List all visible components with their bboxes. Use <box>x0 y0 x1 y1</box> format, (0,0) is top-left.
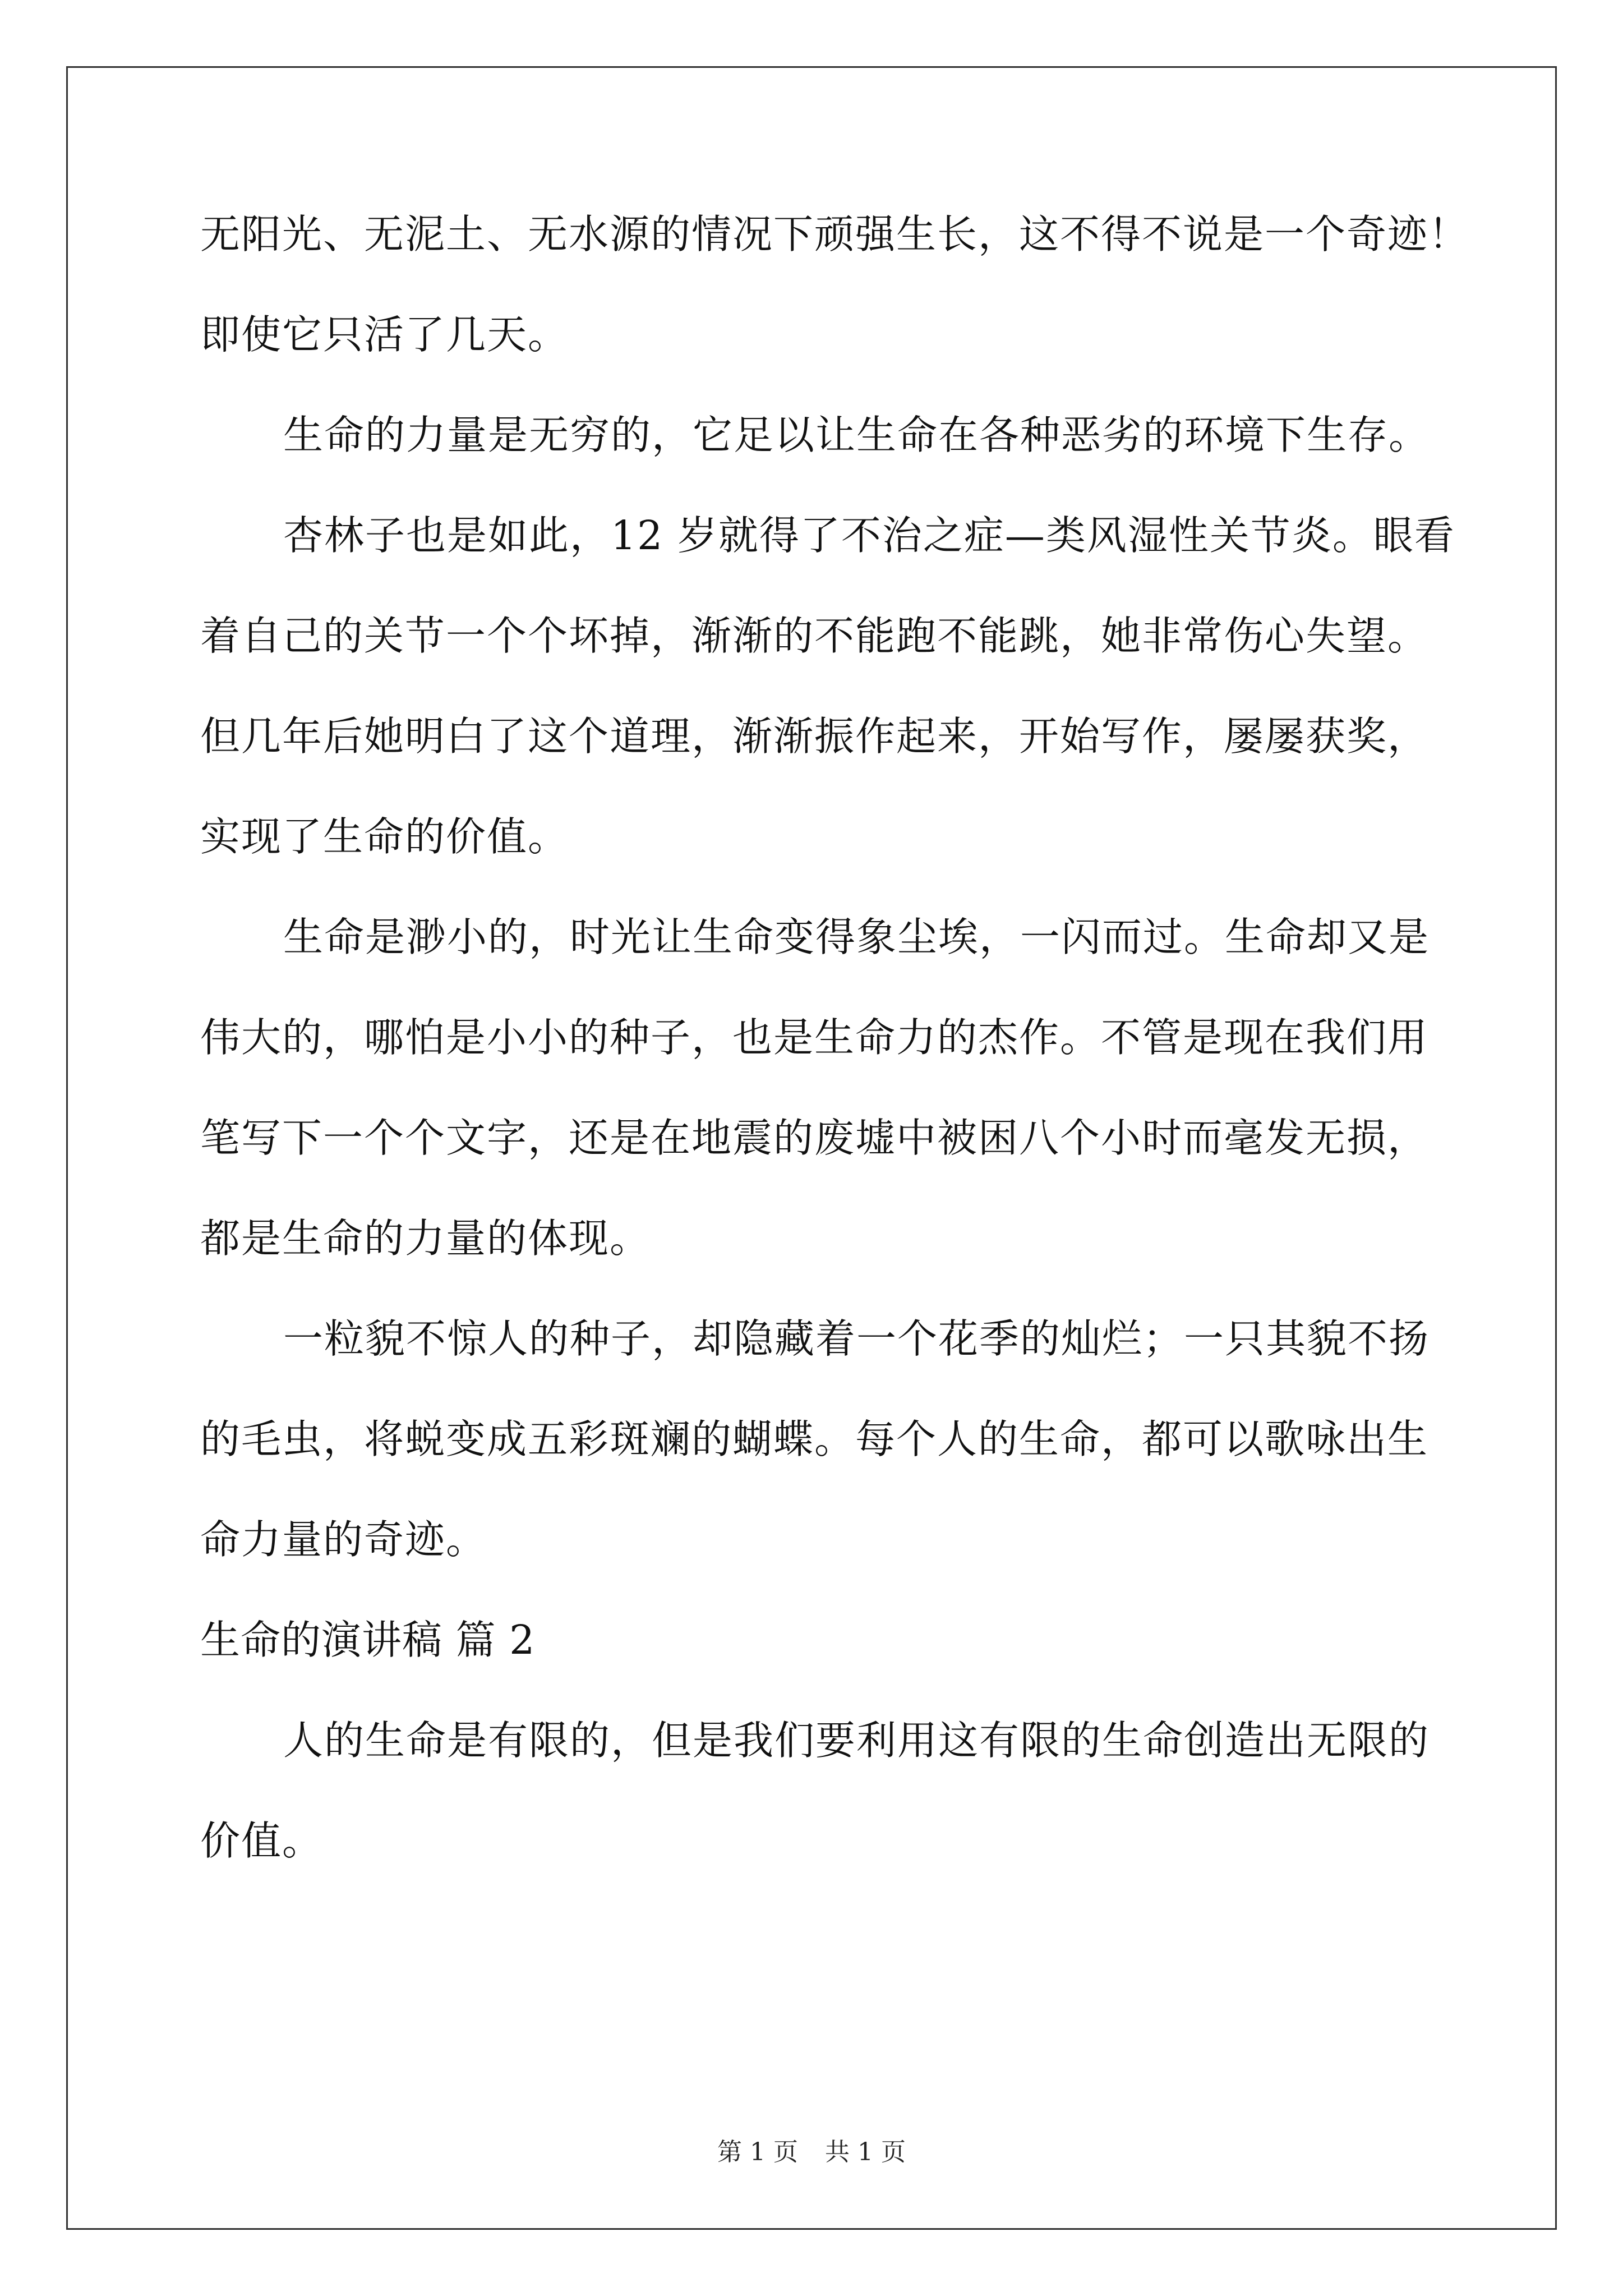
page-footer <box>0 2140 1623 2165</box>
text-line-17: 价值。 <box>200 1818 324 1864</box>
text-line-7: 实现了生命的价值。 <box>200 813 569 860</box>
document-body <box>200 211 1470 1921</box>
text-line-13: 的毛虫，将蜕变成五彩斑斓的蝴蝶。每个人的生命，都可以歌咏出生 <box>200 1416 1429 1462</box>
text-line-2: 即使它只活了几天。 <box>200 311 569 358</box>
page-number: 第 1 页 <box>717 2138 798 2166</box>
text-line-8: 生命是渺小的，时光让生命变得象尘埃，一闪而过。生命却又是 <box>283 914 1430 960</box>
text-line-3: 生命的力量是无穷的，它足以让生命在各种恶劣的环境下生存。 <box>283 412 1430 458</box>
page-total: 共 1 页 <box>825 2138 906 2166</box>
text-line-5: 着自己的关节一个个坏掉，渐渐的不能跑不能跳，她非常伤心失望。 <box>200 613 1429 659</box>
text-line-16: 人的生命是有限的，但是我们要利用这有限的生命创造出无限的 <box>283 1717 1430 1764</box>
text-line-1: 无阳光、无泥土、无水源的情况下顽强生长，这不得不说是一个奇迹！ <box>200 211 1470 257</box>
text-line-10: 笔写下一个个文字，还是在地震的废墟中被困八个小时而毫发无损， <box>200 1115 1429 1161</box>
text-line-11: 都是生命的力量的体现。 <box>200 1215 651 1262</box>
text-line-4: 杏林子也是如此，12 岁就得了不治之症—类风湿性关节炎。眼看 <box>283 512 1455 559</box>
text-line-6: 但几年后她明白了这个道理，渐渐振作起来，开始写作，屡屡获奖， <box>200 713 1429 760</box>
text-line-14: 命力量的奇迹。 <box>200 1516 487 1563</box>
text-line-12: 一粒貌不惊人的种子，却隐藏着一个花季的灿烂；一只其貌不扬 <box>283 1315 1430 1362</box>
text-line-9: 伟大的，哪怕是小小的种子，也是生命力的杰作。不管是现在我们用 <box>200 1014 1429 1061</box>
section-heading: 生命的演讲稿 篇 2 <box>200 1617 536 1663</box>
